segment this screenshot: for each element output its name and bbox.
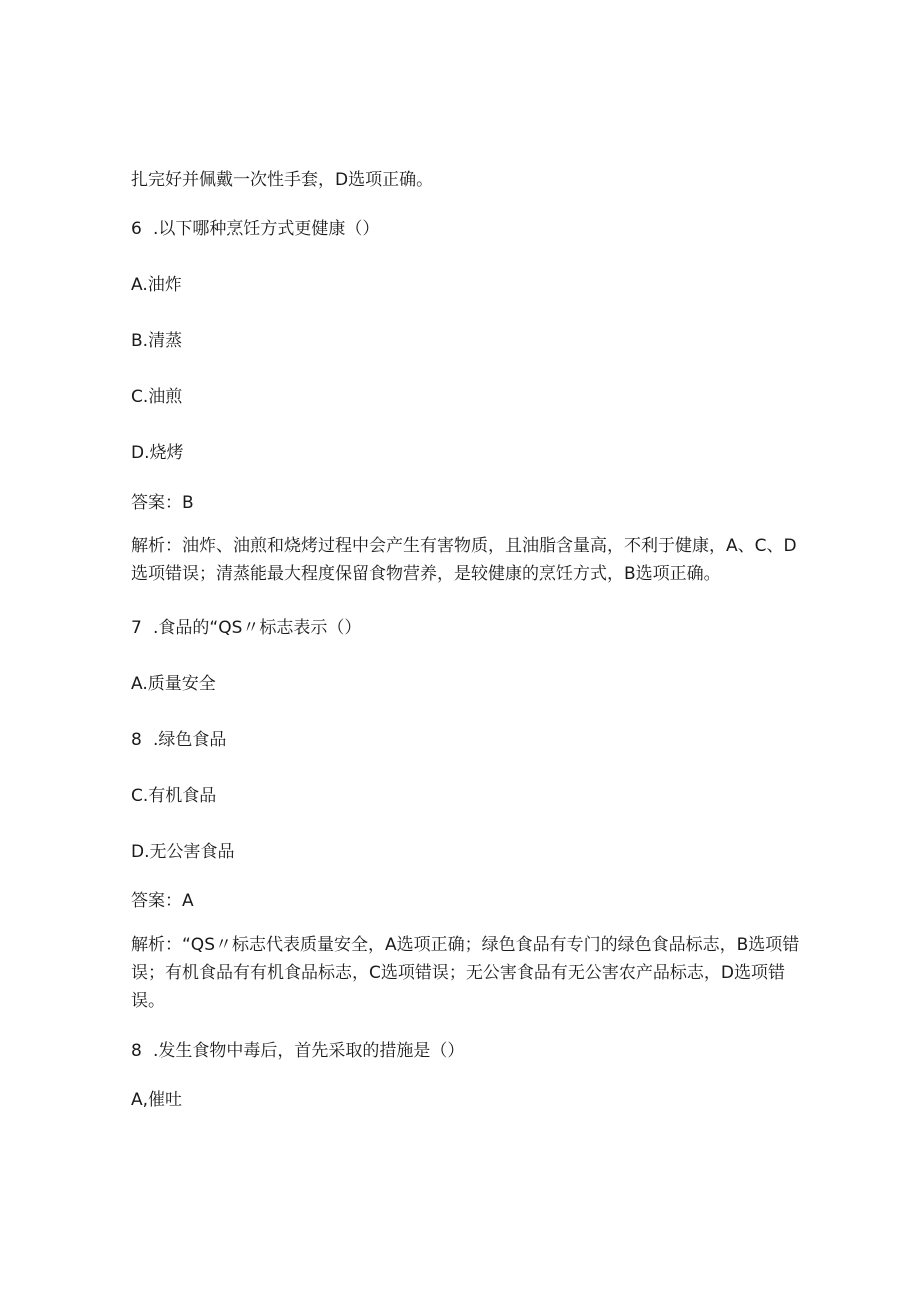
option-b: B.清蒸	[131, 331, 183, 351]
analysis-line: 选项错误；清蒸能最大程度保留食物营养，是较健康的烹饪方式，B选项正确。	[131, 564, 721, 584]
analysis-line: 误；有机食品有有机食品标志，C选项错误；无公害食品有无公害农产品标志，D选项错	[131, 963, 785, 983]
answer: 答案：B	[131, 493, 194, 513]
question-stem: .食品的“QS〃标志表示（）	[153, 618, 362, 638]
option-d: D.烧烤	[131, 443, 184, 463]
question-7	[131, 618, 361, 638]
option-c: C.油煎	[131, 387, 183, 407]
analysis-line: 误。	[131, 991, 165, 1011]
option-d: D.无公害食品	[131, 842, 235, 862]
option-a: A.油炸	[131, 275, 182, 295]
analysis-line: 解析：油炸、油煎和烧烤过程中会产生有害物质，且油脂含量高，不利于健康，A、C、D	[131, 536, 797, 556]
question-number: 7	[131, 618, 142, 638]
question-number: 8	[131, 1041, 142, 1061]
continued-line: 扎完好并佩戴一次性手套，D选项正确。	[131, 170, 434, 190]
item-text: .绿色食品	[153, 730, 227, 750]
item-number: 8	[131, 730, 142, 750]
question-stem: .以下哪种烹饪方式更健康（）	[153, 219, 380, 239]
analysis-line: 解析：“QS〃标志代表质量安全，A选项正确；绿色食品有专门的绿色食品标志，B选项错	[131, 935, 800, 955]
option-a: A.质量安全	[131, 674, 216, 694]
analysis	[131, 532, 801, 588]
question-6	[131, 219, 379, 239]
question-stem: .发生食物中毒后，首先采取的措施是（）	[153, 1041, 465, 1061]
option-c: C.有机食品	[131, 786, 217, 806]
question-8	[131, 1041, 464, 1061]
question-number: 6	[131, 219, 142, 239]
numbered-item-8	[131, 730, 226, 750]
option-a: A,催吐	[131, 1090, 183, 1110]
analysis	[131, 931, 801, 1015]
answer: 答案：A	[131, 891, 194, 911]
